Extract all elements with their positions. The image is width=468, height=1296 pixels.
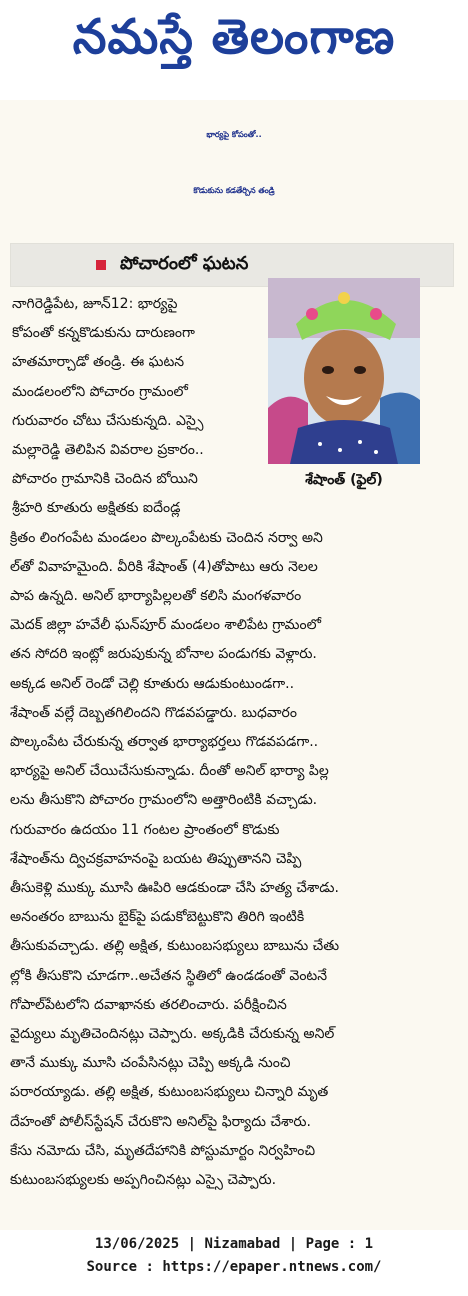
article-body-line: కోపంతో కన్నకొడుకును దారుణంగా bbox=[12, 325, 195, 342]
article-body-line: గురువారం చోటు చేసుకున్నది. ఎస్సై bbox=[12, 412, 204, 429]
article-body-line: అనంతరం బాబును బైక్‌పై పడుకోబెట్టుకొని తిరిగి ఇంటికి bbox=[10, 909, 305, 926]
article-body-line: శేషాంత్‌ను ద్విచక్రవాహనంపై బయట తిప్పుతానని చెప్పి bbox=[10, 850, 302, 867]
article-body-line: తానే ముక్కు మూసి చంపేసినట్లు చెప్పి అక్కడి నుంచి bbox=[10, 1055, 291, 1072]
article-body-line: పోచారం గ్రామానికి చెందిన బోయిని bbox=[12, 471, 198, 488]
article-body-line: హతమార్చాడో తండ్రి. ఈ ఘటన bbox=[12, 354, 185, 371]
article-body-line: మండలంలోని పోచారం గ్రామంలో bbox=[12, 383, 188, 400]
article-body-line: తన సోదరి ఇంట్లో జరుపుకున్న బోనాల పండుగకు వెళ్లారు. bbox=[10, 646, 317, 663]
news-article bbox=[0, 100, 468, 1230]
article-body-line: క్రితం లింగంపేట మండలం పొల్కంపేటకు చెందిన నర్వా అని bbox=[10, 529, 323, 546]
footer-edition-info: 13/06/2025 | Nizamabad | Page : 1 bbox=[94, 1236, 374, 1252]
article-body-line: పరారయ్యాడు. తల్లి అక్షిత, కుటుంబసభ్యులు చిన్నారి మృత bbox=[10, 1084, 329, 1101]
article-body-line: పాప ఉన్నది. అనిల్ భార్యాపిల్లలతో కలిసి మంగళవారం bbox=[10, 588, 302, 604]
subheading-text: పోచారంలో ఘటన bbox=[120, 252, 249, 274]
article-body-line: మల్లారెడ్డి తెలిపిన వివరాల ప్రకారం.. bbox=[12, 442, 204, 458]
article-body-line: తీసుకెళ్లి ముక్కు మూసి ఊపిరి ఆడకుండా చేసి హత్య చేశాడు. bbox=[10, 880, 339, 896]
article-body-line: తీసుకువచ్చాడు. తల్లి అక్షిత, కుటుంబసభ్యులు బాబును చేతు bbox=[10, 938, 340, 955]
red-square-bullet-icon bbox=[96, 260, 106, 270]
article-body-line: శేషాంత్ వల్లే దెబ్బతగిలిందని గొడవపడ్డారు. బుధవారం bbox=[10, 704, 297, 721]
article-body-line: శ్రీహరి కూతురు అక్షితకు ఐదేండ్ల bbox=[12, 500, 181, 517]
article-body-line: గురువారం ఉదయం 11 గంటల ప్రాంతంలో కొడుకు bbox=[10, 821, 280, 838]
article-body-line: కుటుంబసభ్యులకు అప్పగించినట్లు ఎస్సై చెప్పారు. bbox=[10, 1172, 277, 1188]
masthead-title: నమస్తే తెలంగాణ bbox=[72, 9, 396, 65]
article-body-line: గోపాల్‌పేటలోని దవాఖానకు తరలించారు. పరీక్షించిన bbox=[10, 996, 287, 1013]
article-body-line: ల్‌తో వివాహమైంది. వీరికి శేషాంత్ (4)తోపాటు ఆరు నెలల bbox=[10, 558, 318, 575]
article-body-line: ల్లోకి తీసుకొని చూడగా..అచేతన స్థితిలో ఉండడంతో వెంటనే bbox=[10, 967, 328, 984]
article-body-line: లను తీసుకొని పోచారం గ్రామంలోని అత్తారింటికి వచ్చాడు. bbox=[10, 792, 318, 809]
article-body-line: కేసు నమోదు చేసి, మృతదేహానికి పోస్టుమార్టం నిర్వహించి bbox=[10, 1142, 316, 1159]
child-photo bbox=[268, 278, 420, 464]
footer-source: Source : https://epaper.ntnews.com/ bbox=[86, 1259, 382, 1275]
headline-line-2: కొడుకును కడతేర్చిన తండ్రి bbox=[193, 186, 275, 195]
photo-caption: శేషాంత్ (ఫైల్) bbox=[305, 472, 383, 488]
article-body-line: నాగిరెడ్డిపేట, జూన్12: భార్యపై bbox=[12, 296, 178, 312]
article-body-line: భార్యపై అనిల్ చేయిచేసుకున్నాడు. దీంతో అనిల్ భార్యా పిల్ల bbox=[10, 763, 329, 780]
article-body-line: దేహంతో పోలీస్‌స్టేషన్ చేరుకొని అనిల్‌పై ఫిర్యాదు చేశారు. bbox=[10, 1113, 311, 1130]
headline-line-1: భార్యపై కోపంతో.. bbox=[206, 130, 262, 139]
article-body-line: వైద్యులు మృతిచెందినట్లు చెప్పారు. అక్కడికి చేరుకున్న అనిల్ bbox=[10, 1026, 335, 1042]
article-body-line: మెదక్ జిల్లా హవేలీ ఘన్‌పూర్ మండలం శాలిపేట గ్రామంలో bbox=[10, 617, 321, 634]
newspaper-masthead bbox=[0, 0, 468, 86]
article-body-line: పొల్కంపేట చేరుకున్న తర్వాత భార్యాభర్తలు గొడవపడగా.. bbox=[10, 734, 319, 750]
article-body-line: అక్కడ అనిల్ రెండో చెల్లి కూతురు ఆడుకుంటుండగా.. bbox=[10, 675, 295, 692]
